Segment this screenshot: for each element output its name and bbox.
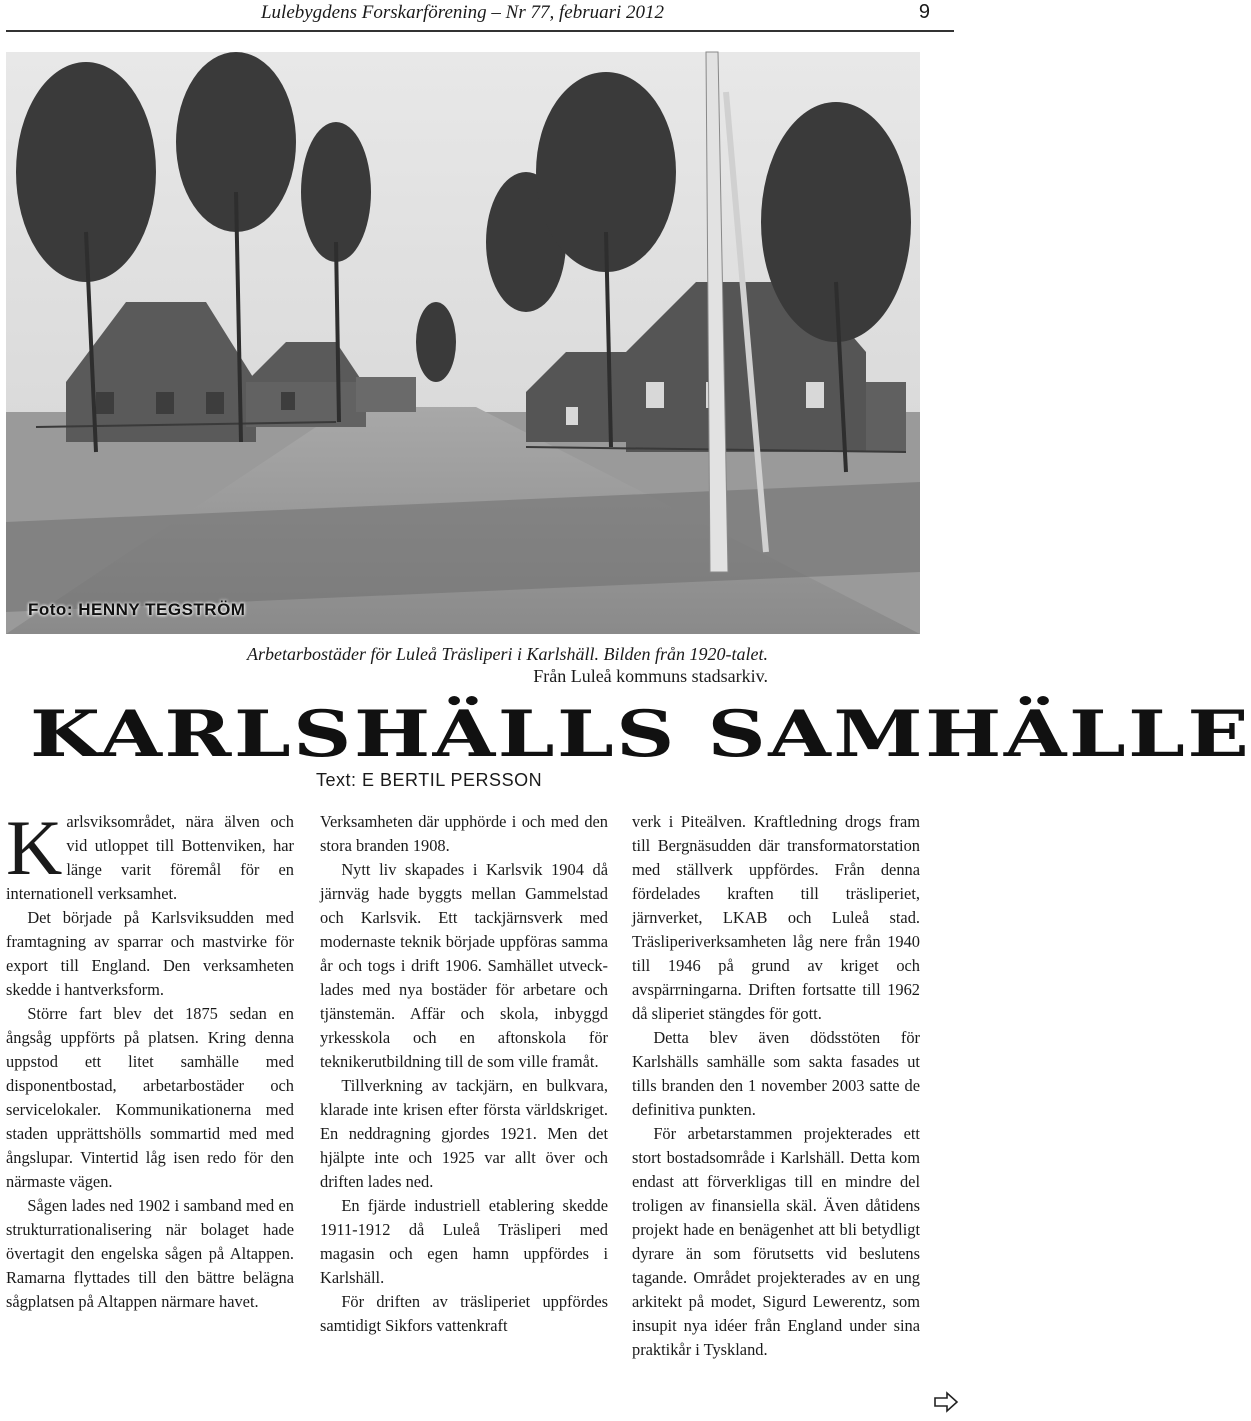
- paragraph: Karlsviksområdet, nära älven och vid utloppet till Bottenviken, har länge varit föremål för en internationell verksamhet.: [6, 804, 294, 903]
- article-column-3: [632, 810, 920, 1362]
- photo-caption: Arbetarbostäder för Luleå Träsliperi i Karlshäll. Bilden från 1920-talet.: [246, 644, 768, 664]
- photo-illustration: [6, 52, 920, 634]
- paragraph: För driften av träsliperiet uppfördes samtidigt Sikfors vattenkraft: [320, 1292, 608, 1335]
- journal-title: Lulebygdens Forskarförening – Nr 77, februari 2012: [260, 2, 665, 23]
- photo-workers-housing: [6, 52, 920, 634]
- paragraph: För arbetarstammen projekterades ett stort bostadsområde i Karlshäll. Detta kom endast att förverkligas till en mindre del troligen av finansiella skäl. Även dåtidens projekt hade en benägenhet att bli betydligt dyrare än som förutsetts vid beslutens tagande. Området projekterades av en ung arkitekt på modet, Sigurd Lewerentz, som insupit nya idéer från England under sina praktikår i Tyskland.: [632, 1124, 920, 1359]
- article-column-1: [6, 804, 294, 1314]
- header-divider: [6, 30, 954, 32]
- paragraph: Nytt liv skapades i Karlsvik 1904 då järnväg hade byggts mellan Gammelstad och Karlsvik. Ett tackjärnsverk med modernaste teknik började uppföras samma år och togs i drift 1906. Samhället utvecklades med nya bostäder för arbetare och tjänstemän. Affär och skola, inbyggd yrkesskola och en aftonskola för teknikerutbildning till de som ville framåt.: [320, 860, 608, 1071]
- page-header: [0, 0, 960, 30]
- page-number: 9: [918, 1, 930, 23]
- photo-credit: Foto: HENNY TEGSTRÖM: [28, 600, 246, 619]
- photo-source: Från Luleå kommuns stadsarkiv.: [533, 666, 768, 686]
- paragraph: En fjärde industriell etablering skedde 1911-1912 då Luleå Träsliperi med magasin och egen hamn uppfördes i Karlshäll.: [320, 1196, 608, 1287]
- article-headline: KARLSHÄLLS SAMHÄLLE: [30, 697, 1251, 772]
- paragraph: Det började på Karlsviksudden med framtagning av sparrar och mastvirke för export till England. Den verksamheten skedde i hantverksform.: [6, 908, 294, 999]
- paragraph: Tillverkning av tackjärn, en bulkvara, klarade inte krisen efter första världskriget. En neddragning gjordes 1921. Men det hjälpte inte och 1925 var allt över och driften lades ned.: [320, 1076, 608, 1191]
- drop-cap: K: [6, 804, 63, 891]
- paragraph: Sågen lades ned 1902 i samband med en strukturrationalisering när bolaget hade övertagit den engelska sågen på Altappen. Ramarna flyttades till den bättre belägna sågplatsen på Altappen närmare havet.: [6, 1196, 294, 1311]
- paragraph: Större fart blev det 1875 sedan en ångsåg uppförts på platsen. Kring denna uppstod ett litet samhälle med disponentbostad, arbetarbostäder och servicelokaler. Kommunikationerna med staden upprättshölls sommartid med med ångslupar. Vintertid låg isen redo för den närmaste vägen.: [6, 1004, 294, 1191]
- article-column-2: [320, 810, 608, 1338]
- paragraph: Verksamheten där upphörde i och med den stora branden 1908.: [320, 812, 608, 855]
- arrow-right-icon: [934, 1392, 958, 1412]
- paragraph: Detta blev även dödsstöten för Karlshälls samhälle som sakta fasades ut tills branden den 1 november 2003 satte de definitiva punkten.: [632, 1028, 920, 1119]
- article-byline: Text: E BERTIL PERSSON: [316, 770, 543, 790]
- paragraph: verk i Piteälven. Kraftledning drogs fram till Bergnäsudden där transformatorstation med ställverk uppfördes. Från denna fördelades kraften till träsliperiet, järnverket, LKAB och Luleå stad. Träsliperiverksamheten låg nere från 1940 till 1946 på grund av kriget och avspärrningarna. Driften fortsatte till 1962 då sliperiet stängdes för gott.: [632, 812, 920, 1023]
